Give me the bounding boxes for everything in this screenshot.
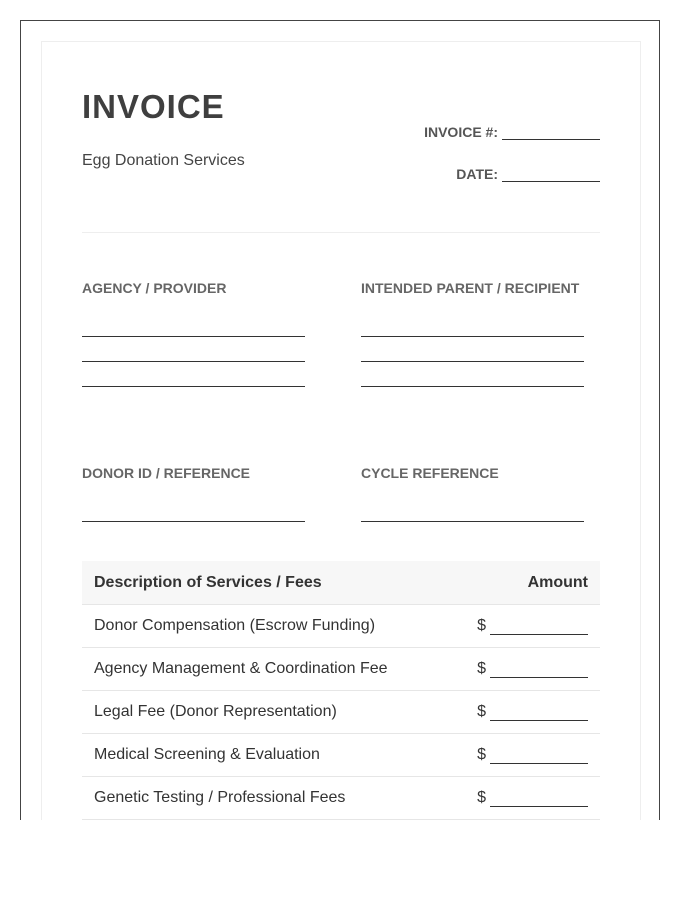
amount-field[interactable] (490, 622, 588, 635)
table-row (82, 734, 600, 777)
invoice-subtitle: Egg Donation Services (82, 152, 245, 169)
agency-line-2[interactable] (82, 361, 305, 362)
row-description: Genetic Testing / Professional Fees (94, 789, 346, 806)
cycle-label: CYCLE REFERENCE (361, 465, 499, 481)
invoice-number-label: INVOICE #: (424, 124, 498, 140)
currency-symbol: $ (477, 660, 486, 677)
table-row (82, 691, 600, 734)
currency-symbol: $ (477, 703, 486, 720)
row-amount (477, 789, 588, 807)
description-header: Description of Services / Fees (94, 573, 322, 591)
date-field[interactable] (502, 169, 600, 182)
date-label: DATE: (456, 166, 498, 182)
amount-header: Amount (527, 573, 588, 591)
cycle-line[interactable] (361, 521, 584, 522)
header-divider (82, 232, 600, 233)
recipient-section (361, 280, 585, 387)
cycle-section (361, 465, 585, 522)
row-amount (477, 703, 588, 721)
agency-line-1[interactable] (82, 336, 305, 337)
currency-symbol: $ (477, 746, 486, 763)
row-description: Agency Management & Coordination Fee (94, 660, 388, 677)
table-row (82, 605, 600, 648)
amount-field[interactable] (490, 751, 588, 764)
agency-line-3[interactable] (82, 386, 305, 387)
page-frame (20, 20, 660, 820)
currency-symbol: $ (477, 789, 486, 806)
currency-symbol: $ (477, 617, 486, 634)
agency-section (82, 280, 306, 387)
invoice-number-row (424, 124, 600, 140)
row-amount (477, 617, 588, 635)
row-amount (477, 660, 588, 678)
row-amount (477, 746, 588, 764)
row-description: Donor Compensation (Escrow Funding) (94, 617, 376, 634)
table-row (82, 777, 600, 820)
row-description: Legal Fee (Donor Representation) (94, 703, 337, 720)
donor-section (82, 465, 306, 522)
recipient-line-3[interactable] (361, 386, 584, 387)
table-header (82, 561, 600, 605)
row-description: Medical Screening & Evaluation (94, 746, 320, 763)
donor-line[interactable] (82, 521, 305, 522)
invoice-title: INVOICE (82, 88, 225, 125)
amount-field[interactable] (490, 794, 588, 807)
invoice-number-field[interactable] (502, 127, 600, 140)
amount-field[interactable] (490, 708, 588, 721)
agency-label: AGENCY / PROVIDER (82, 280, 227, 296)
invoice-sheet (41, 41, 641, 820)
recipient-label: INTENDED PARENT / RECIPIENT (361, 280, 580, 296)
date-row (456, 166, 600, 182)
table-row (82, 648, 600, 691)
amount-field[interactable] (490, 665, 588, 678)
fees-table (82, 561, 600, 820)
recipient-line-1[interactable] (361, 336, 584, 337)
donor-label: DONOR ID / REFERENCE (82, 465, 251, 481)
recipient-line-2[interactable] (361, 361, 584, 362)
